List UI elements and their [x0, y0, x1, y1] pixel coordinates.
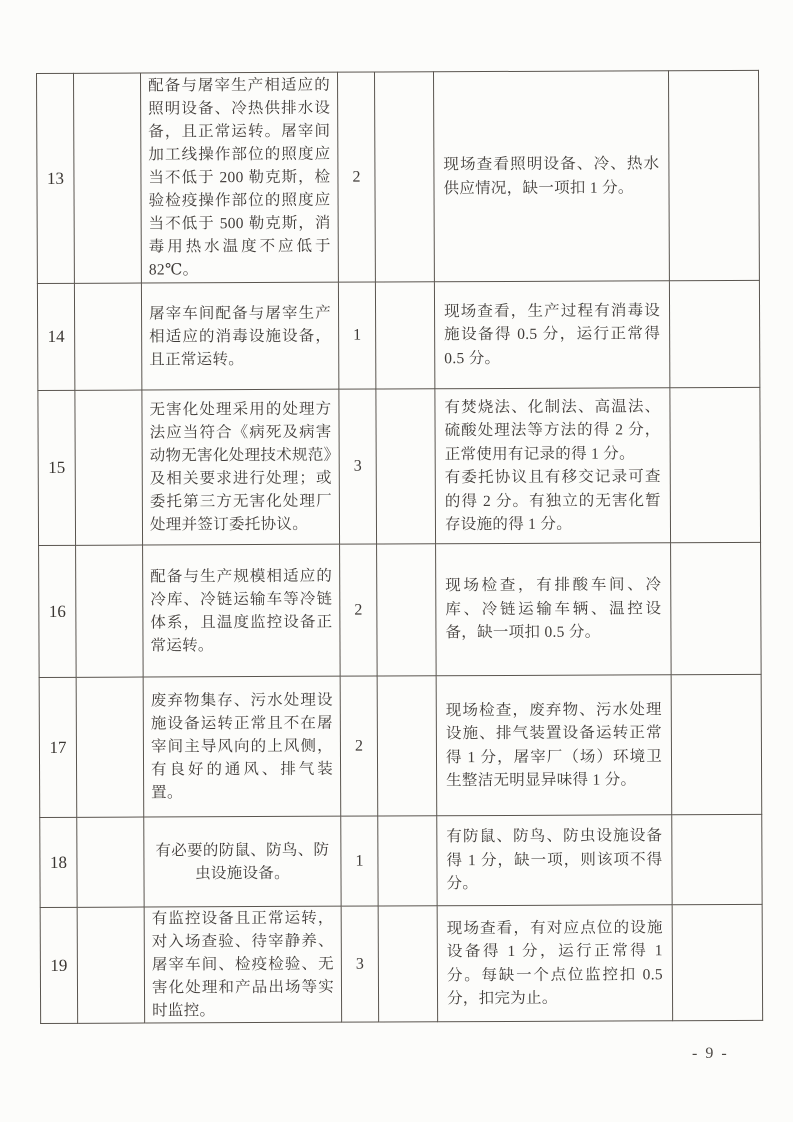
blank-cell: [375, 282, 434, 389]
score-cell: 3: [341, 906, 379, 1022]
row-number: 14: [37, 283, 74, 390]
score-cell: 2: [340, 544, 378, 676]
blank-cell: [376, 389, 436, 544]
score-cell: 1: [341, 816, 378, 906]
page-number: - 9 -: [692, 1045, 729, 1062]
remark-cell: [671, 542, 762, 674]
score-cell: 2: [337, 72, 375, 282]
row-number: 17: [39, 677, 77, 817]
method-text: 有焚烧法、化制法、高温法、硫酸处理法等方法的得 2 分，正常使用有记录的得 1 分。 有委托协议且有移交记录可查的得 2 分。有独立的无害化暂存设施的得 1 分。: [444, 397, 661, 534]
table-row-13: [37, 70, 760, 283]
method-text: 现场检查，废弃物、污水处理设施、排气装置设备运转正常得 1 分，屠宰厂（场）环境卫生整洁无明显异味得 1 分。: [445, 700, 663, 790]
criteria-text: 无害化处理采用的处理方法应当符合《病死及病害动物无害化处理技术规范》及相关要求进行处理；或委托第三方无害化处理厂处理并签订委托协议。: [149, 400, 332, 534]
criteria-text: 废弃物集存、污水处理设施设备运转正常且不在屠宰间主导风向的上风侧，有良好的通风、排气装置。: [150, 691, 334, 802]
category-cell: [77, 817, 144, 907]
method-cell: [435, 388, 671, 544]
category-cell: [74, 73, 142, 283]
method-text: 现场查看，有对应点位的设施设备得 1 分，运行正常得 1 分。每缺一个点位监控扣 0.5 分，扣完为止。: [446, 918, 663, 1008]
remark-cell: [672, 904, 763, 1020]
criteria-text: 屠宰车间配备与屠宰生产相适应的消毒设施设备，且正常运转。: [149, 304, 332, 369]
criteria-cell: [141, 72, 339, 283]
method-text: 现场检查，有排酸车间、冷库、冷链运输车辆、温控设备，缺一项扣 0.5 分。: [445, 576, 662, 642]
method-cell: [434, 281, 669, 389]
method-cell: [436, 675, 672, 816]
remark-cell: [669, 280, 759, 387]
method-text: 现场查看照明设备、冷、热水供应情况，缺一项扣 1 分。: [443, 155, 660, 197]
table-row-17: [39, 674, 762, 817]
score-cell: 2: [340, 676, 378, 816]
criteria-text: 有必要的防鼠、防鸟、防虫设施设备。: [155, 841, 330, 882]
row-number: 16: [39, 545, 77, 677]
method-cell: [437, 815, 672, 906]
criteria-cell: [144, 906, 342, 1023]
category-cell: [74, 283, 141, 390]
table-row-15: [38, 387, 761, 545]
table-row-18: [40, 814, 762, 907]
remark-cell: [668, 70, 759, 280]
category-cell: [76, 545, 144, 677]
remark-cell: [672, 814, 762, 904]
method-cell: [436, 543, 672, 676]
scoring-table: [36, 70, 763, 1024]
remark-cell: [670, 387, 761, 542]
criteria-cell: [142, 389, 340, 545]
table-row-19: [40, 904, 762, 1023]
blank-cell: [374, 72, 434, 282]
row-number: 18: [40, 817, 77, 907]
criteria-cell: [143, 676, 341, 817]
criteria-cell: [144, 816, 341, 907]
method-text: 现场查看，生产过程有消毒设施设备得 0.5 分，运行正常得 0.5 分。: [444, 302, 661, 367]
score-cell: 1: [338, 282, 375, 389]
blank-cell: [378, 906, 438, 1022]
scoring-table-container: [36, 70, 763, 1024]
method-cell: [437, 905, 673, 1022]
criteria-text: 配备与生产规模相适应的冷库、冷链运输车等冷链体系，且温度监控设备正常运转。: [150, 567, 333, 655]
blank-cell: [377, 676, 437, 816]
criteria-text: 有监控设备且正常运转，对入场查验、待宰静养、屠宰车间、检疫检验、无害化处理和产品出场等实时监控。: [151, 909, 335, 1020]
remark-cell: [671, 674, 762, 814]
row-number: 19: [40, 907, 78, 1023]
method-cell: [433, 71, 669, 282]
method-text: 有防鼠、防鸟、防虫设施设备得 1 分，缺一项，则该项不得分。: [446, 827, 663, 893]
criteria-cell: [143, 544, 341, 677]
blank-cell: [377, 544, 437, 676]
criteria-text: 配备与屠宰生产相适应的照明设备、冷热供排水设备，且正常运转。屠宰间加工线操作部位的照度应当不低于 200 勒克斯，检验检疫操作部位的照度应当不低于 500 勒克斯，消毒用热水温度不应低于 82℃。: [148, 76, 331, 279]
table-row-14: [37, 280, 759, 390]
criteria-cell: [141, 282, 338, 390]
category-cell: [77, 907, 145, 1023]
row-number: 13: [37, 73, 75, 283]
table-row-16: [39, 542, 762, 677]
category-cell: [75, 390, 143, 545]
row-number: 15: [38, 390, 76, 545]
score-cell: 3: [339, 389, 377, 544]
category-cell: [76, 677, 144, 817]
blank-cell: [378, 816, 437, 906]
